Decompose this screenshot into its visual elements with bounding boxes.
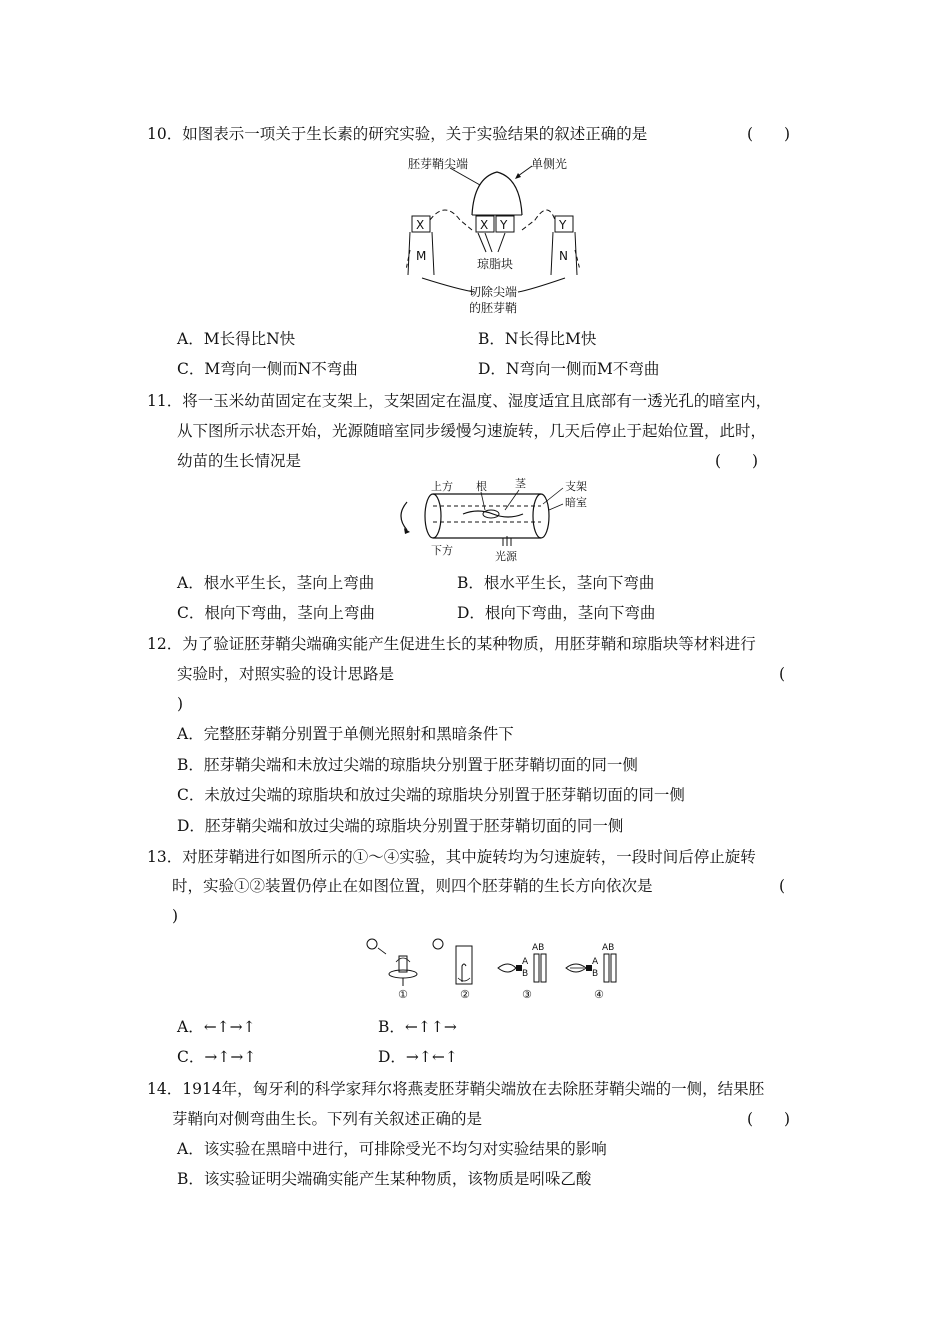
q13-label-4: ④ <box>594 988 604 1001</box>
q13-tip-3 <box>498 964 516 972</box>
q13-option-a: A．←↑→↑ <box>177 1018 256 1036</box>
q10-m-right-edge <box>432 232 434 275</box>
q10-label-agar: 琼脂块 <box>477 257 514 271</box>
q10-label-cut1: 切除尖端 <box>469 285 518 299</box>
q11-stem-line2: 从下图所示状态开始，光源随暗室同步缓慢匀速旋转，几天后停止于起始位置，此时， <box>177 422 767 440</box>
q10-tip-dome <box>472 172 522 215</box>
q10-light-arrow <box>518 166 532 176</box>
q11-option-c: C．根向下弯曲，茎向上弯曲 <box>177 604 375 622</box>
q13-option-c: C．→↑→↑ <box>177 1048 257 1066</box>
q10-n-left-edge <box>551 232 553 275</box>
q11-stem-line3: 幼苗的生长情况是 <box>177 452 302 470</box>
q11-label-root: 根 <box>476 480 487 493</box>
q13-option-d: D．→↑←↑ <box>378 1048 458 1066</box>
svg-text:B: B <box>522 969 529 979</box>
q11-answer-paren: ( ) <box>715 452 759 470</box>
q10-option-d: D．N弯向一侧而M不弯曲 <box>478 360 660 378</box>
q13-stem-line1: 13．对胚芽鞘进行如图所示的①～④实验，其中旋转均为匀速旋转，一段时间后停止旋转 <box>147 848 756 866</box>
q11-stem-line1: 11．将一玉米幼苗固定在支架上，支架固定在温度、湿度适宜且底部有一透光孔的暗室内， <box>147 392 772 410</box>
q10-label-n: N <box>559 249 568 263</box>
q11-figure <box>393 476 603 566</box>
q12-option-c: C．未放过尖端的琼脂块和放过尖端的琼脂块分别置于胚芽鞘切面的同一侧 <box>177 786 685 804</box>
q14-option-b: B．该实验证明尖端确实能产生某种物质，该物质是吲哚乙酸 <box>177 1170 592 1188</box>
q12-stem-line2: 实验时，对照实验的设计思路是 <box>177 665 395 683</box>
q13-stem-line2: 时，实验①②装置仍停止在如图位置，则四个胚芽鞘的生长方向依次是 <box>172 877 653 895</box>
q12-option-a: A．完整胚芽鞘分别置于单侧光照射和黑暗条件下 <box>177 725 514 743</box>
q11-cylinder-right <box>533 494 549 538</box>
q12-option-b: B．胚芽鞘尖端和未放过尖端的琼脂块分别置于胚芽鞘切面的同一侧 <box>177 756 638 774</box>
q10-option-a: A．M长得比N快 <box>177 330 296 348</box>
q13-turntable-1 <box>389 970 417 978</box>
q13-figure <box>358 934 628 1004</box>
q11-rotation-arrow <box>401 502 407 530</box>
svg-text:AB: AB <box>532 943 545 953</box>
q10-label-y-right: Y <box>559 218 567 232</box>
q10-label-x-center: X <box>480 218 489 232</box>
q13-sun-2 <box>433 939 443 949</box>
q10-stem: 10．如图表示一项关于生长素的研究实验，关于实验结果的叙述正确的是 <box>147 125 648 143</box>
q10-answer-paren: ( ) <box>747 125 791 143</box>
q10-option-b: B．N长得比M快 <box>478 330 597 348</box>
q11-label-light: 光源 <box>495 550 517 563</box>
svg-text:A: A <box>592 957 599 967</box>
q10-label-cut2: 的胚芽鞘 <box>469 301 518 315</box>
svg-text:AB: AB <box>602 943 615 953</box>
q11-option-b: B．根水平生长，茎向下弯曲 <box>457 574 655 592</box>
q10-label-x-left: X <box>416 218 425 232</box>
q13-sun-1 <box>367 939 377 949</box>
q13-paren-close: ) <box>172 907 179 925</box>
q10-figure <box>400 150 600 320</box>
q13-paren-open: ( <box>779 877 786 895</box>
q12-stem-line1: 12．为了验证胚芽鞘尖端确实能产生促进生长的某种物质，用胚芽鞘和琼脂块等材料进行 <box>147 635 756 653</box>
q10-label-tip: 胚芽鞘尖端 <box>408 157 469 171</box>
q11-label-room: 暗室 <box>565 496 587 509</box>
q10-label-light: 单侧光 <box>531 157 568 171</box>
q11-label-top: 上方 <box>431 480 453 493</box>
q10-option-c: C．M弯向一侧而N不弯曲 <box>177 360 358 378</box>
q12-paren-open: ( <box>779 665 786 683</box>
q13-label-2: ② <box>460 988 470 1001</box>
svg-text:B: B <box>592 969 599 979</box>
q11-option-d: D．根向下弯曲，茎向下弯曲 <box>457 604 656 622</box>
q10-label-y-center: Y <box>500 218 508 232</box>
q11-cylinder-left <box>425 494 441 538</box>
q11-option-a: A．根水平生长，茎向上弯曲 <box>177 574 375 592</box>
q14-stem-line2: 芽鞘向对侧弯曲生长。下列有关叙述正确的是 <box>172 1110 483 1128</box>
q11-label-bottom: 下方 <box>431 544 453 557</box>
svg-text:A: A <box>522 957 529 967</box>
q11-label-bracket: 支架 <box>565 480 587 493</box>
q11-label-stem: 茎 <box>515 477 526 490</box>
q13-label-3: ③ <box>522 988 532 1001</box>
q14-answer-paren: ( ) <box>747 1110 791 1128</box>
q11-seedling <box>463 511 523 517</box>
q13-option-b: B．←↑↑→ <box>378 1018 457 1036</box>
q13-label-1: ① <box>398 988 408 1001</box>
q12-option-d: D．胚芽鞘尖端和放过尖端的琼脂块分别置于胚芽鞘切面的同一侧 <box>177 817 624 835</box>
q10-transfer-right <box>522 210 555 230</box>
q10-transfer-left <box>430 210 472 230</box>
q10-label-m: M <box>416 249 427 263</box>
q14-stem-line1: 14．1914年，匈牙利的科学家拜尔将燕麦胚芽鞘尖端放在去除胚芽鞘尖端的一侧，结果胚 <box>147 1080 765 1098</box>
q14-option-a: A．该实验在黑暗中进行，可排除受光不均匀对实验结果的影响 <box>177 1140 607 1158</box>
q12-paren-close: ) <box>177 695 184 713</box>
